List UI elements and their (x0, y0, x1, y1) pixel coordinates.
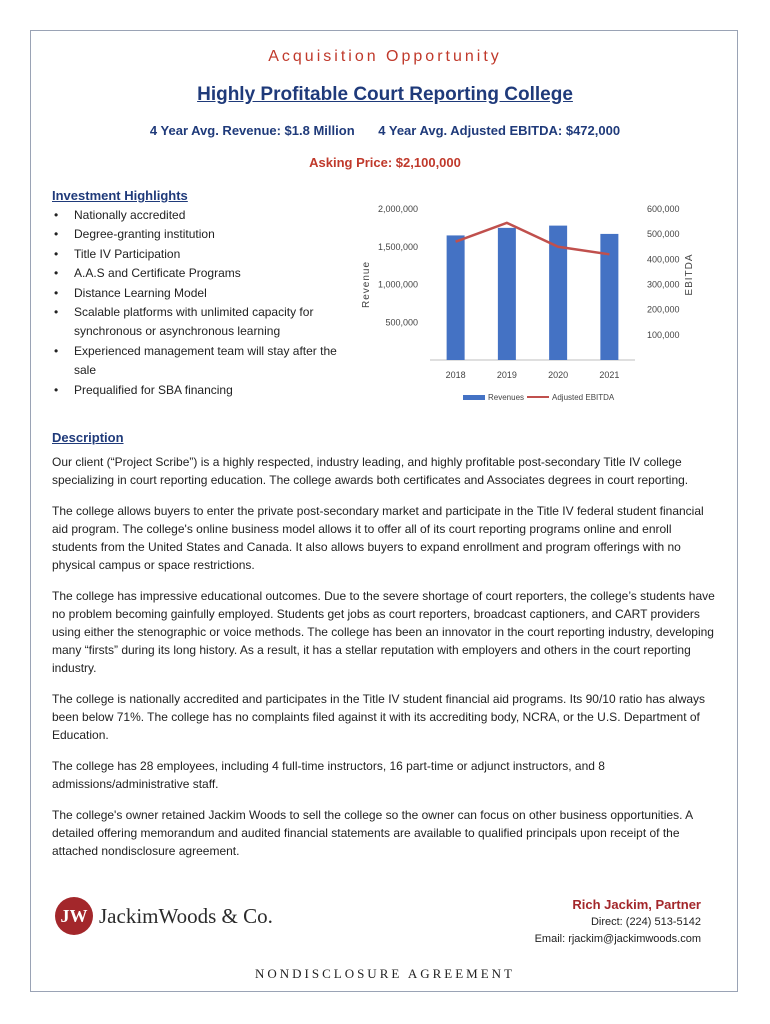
highlight-item: • Experienced management team will stay after the sale (52, 342, 337, 381)
highlight-item: • A.A.S and Certificate Programs (52, 264, 337, 283)
asking-price: Asking Price: $2,100,000 (309, 155, 461, 170)
legend-label-revenues: Revenues (488, 393, 525, 402)
y2-tick-label: 500,000 (647, 229, 680, 240)
description-paragraph: The college has 28 employees, including 4 full-time instructors, 16 part-time or adjunct instructors, and 8 admissions/administrative staff. (52, 759, 605, 791)
contact-email[interactable]: Email: rjackim@jackimwoods.com (534, 933, 701, 945)
legend-label-ebitda: Adjusted EBITDA (552, 393, 615, 402)
avg-ebitda: 4 Year Avg. Adjusted EBITDA: $472,000 (378, 123, 621, 138)
highlight-item: • Nationally accredited (52, 206, 337, 225)
x-tick-label: 2020 (548, 370, 569, 380)
key-metrics (0, 123, 770, 138)
ebitda-line (456, 223, 610, 254)
y-tick-label: 1,000,000 (377, 279, 418, 290)
description-paragraph: The college's owner retained Jackim Woods to sell the college so the owner can focus on other business opportunities. A detailed offering memorandum and audited financial statements are available to qualified principals upon receipt of the attached nondisclosure agreement. (52, 808, 693, 858)
x-tick-label: 2021 (599, 370, 620, 380)
y-tick-label: 2,000,000 (377, 204, 418, 214)
y-tick-label: 1,500,000 (377, 241, 418, 252)
contact-block (535, 896, 701, 948)
y-tick-label: 500,000 (385, 317, 418, 328)
revenue-bar (498, 228, 516, 360)
description-paragraph: Our client (“Project Scribe”) is a highly respected, industry leading, and highly profitable post-secondary Title IV college specializing in court reporting education. The college awards both certificates and Associates degrees in court reporting. (52, 455, 689, 487)
highlights-heading: Investment Highlights (52, 188, 188, 203)
x-tick-label: 2019 (496, 370, 517, 380)
highlights-list (52, 206, 337, 400)
highlight-item: • Distance Learning Model (52, 284, 337, 303)
y2-tick-label: 100,000 (647, 329, 680, 340)
logo-mark: JW (55, 897, 93, 935)
contact-name: Rich Jackim, Partner (572, 897, 701, 912)
highlight-item: • Title IV Participation (52, 245, 337, 264)
x-tick-label: 2018 (445, 370, 466, 380)
description-paragraph: The college allows buyers to enter the private post-secondary market and participate in the Title IV federal student financial aid program. The college's online business model allows it to offer all of its court reporting programs online and enroll students from the United States and Canada. It also allows buyers to expand enrollment and program offerings with no physical campus or space restrictions. (52, 504, 704, 572)
legend-swatch-revenues (463, 395, 485, 400)
y2-tick-label: 200,000 (647, 304, 680, 315)
nda-link[interactable]: NONDISCLOSURE AGREEMENT (254, 966, 516, 981)
description-paragraph: The college has impressive educational outcomes. Due to the severe shortage of court reporters, the college’s students have no problem becoming gainfully employed. Students get jobs as court reporters, broadcast captioners, and CART providers using either the stenographic or voice methods. The college has been an innovator in the court reporting industry, developing many “firsts” during its long history. As a result, it has a stellar reputation with employers and others in the court reporting industry. (52, 589, 715, 675)
avg-revenue: 4 Year Avg. Revenue: $1.8 Million (149, 123, 355, 138)
y-axis-label: Revenue (361, 260, 372, 309)
y2-tick-label: 400,000 (647, 254, 680, 265)
contact-phone: Direct: (224) 513-5142 (590, 916, 701, 928)
y2-axis-label: EBITDA (684, 253, 695, 296)
description-body (52, 453, 717, 873)
revenue-bar (447, 235, 465, 360)
logo-wordmark: JackimWoods & Co. (99, 903, 273, 928)
kicker-heading: Acquisition Opportunity (268, 48, 502, 65)
page-title: Highly Profitable Court Reporting College (197, 84, 573, 105)
y2-tick-label: 600,000 (647, 204, 680, 214)
revenue-ebitda-chart (355, 195, 700, 415)
description-heading: Description (52, 430, 124, 445)
highlight-item: • Prequalified for SBA financing (52, 381, 337, 400)
y2-tick-label: 300,000 (647, 279, 680, 290)
highlight-item: • Scalable platforms with unlimited capacity for synchronous or asynchronous learning (52, 303, 337, 342)
description-paragraph: The college is nationally accredited and participates in the Title IV student financial aid programs. Its 90/10 ratio has always been below 71%. The college has no complaints filed against it with its accrediting body, NCRA, or the U.S. Department of Education. (52, 692, 706, 742)
highlight-item: • Degree-granting institution (52, 225, 337, 244)
company-logo (55, 896, 273, 936)
